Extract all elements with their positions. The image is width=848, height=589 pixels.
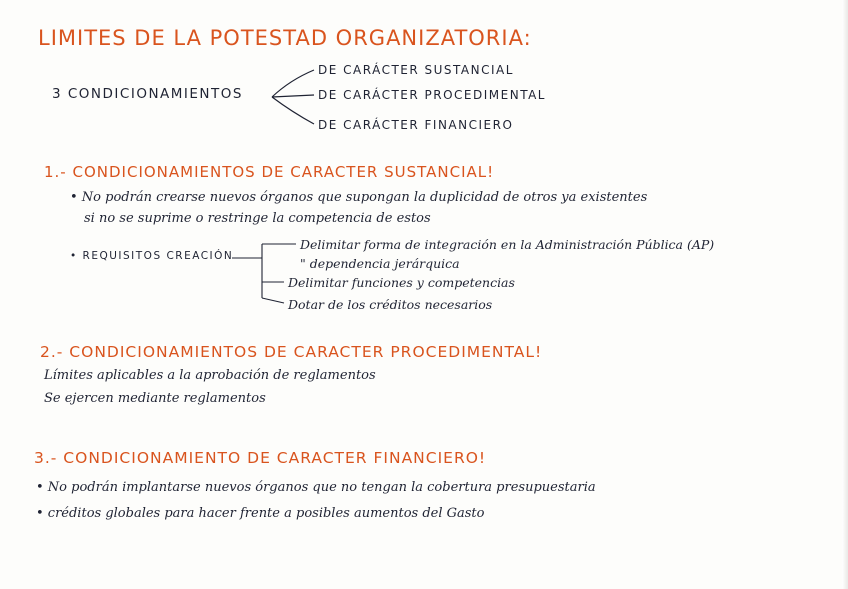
section2-text-line1: Límites aplicables a la aprobación de reglamentos — [44, 368, 376, 383]
branch-sustantial: DE CARÁCTER SUSTANCIAL — [318, 63, 514, 77]
requirements-label: • REQUISITOS CREACIÓN — [70, 250, 234, 262]
section1-text-line1: • No podrán crearse nuevos órganos que supongan la duplicidad de otros ya existentes — [70, 190, 648, 205]
requirement-item: Dotar de los créditos necesarios — [288, 297, 493, 312]
section3-heading: 3.- CONDICIONAMIENTO DE CARACTER FINANCIERO! — [34, 449, 487, 467]
page-edge — [842, 0, 848, 589]
section3-text-line2: • créditos globales para hacer frente a posibles aumentos del Gasto — [36, 506, 485, 521]
branch-procedimental: DE CARÁCTER PROCEDIMENTAL — [318, 88, 546, 102]
section3-text-line1: • No podrán implantarse nuevos órganos que no tengan la cobertura presupuestaria — [36, 480, 596, 495]
conditions-label: 3 CONDICIONAMIENTOS — [52, 86, 243, 102]
section1-heading: 1.- CONDICIONAMIENTOS DE CARACTER SUSTANCIAL! — [44, 163, 495, 181]
requirement-item: " dependencia jerárquica — [300, 256, 460, 271]
branch-financiero: DE CARÁCTER FINANCIERO — [318, 118, 514, 132]
requirement-item: Delimitar funciones y competencias — [288, 275, 515, 290]
requirement-item: Delimitar forma de integración en la Administración Pública (AP) — [300, 237, 715, 252]
section2-text-line2: Se ejercen mediante reglamentos — [44, 391, 266, 406]
page-title: LIMITES DE LA POTESTAD ORGANIZATORIA: — [38, 26, 532, 50]
section2-heading: 2.- CONDICIONAMIENTOS DE CARACTER PROCEDIMENTAL! — [40, 343, 543, 361]
section1-text-line2: si no se suprime o restringe la competencia de estos — [84, 211, 431, 226]
